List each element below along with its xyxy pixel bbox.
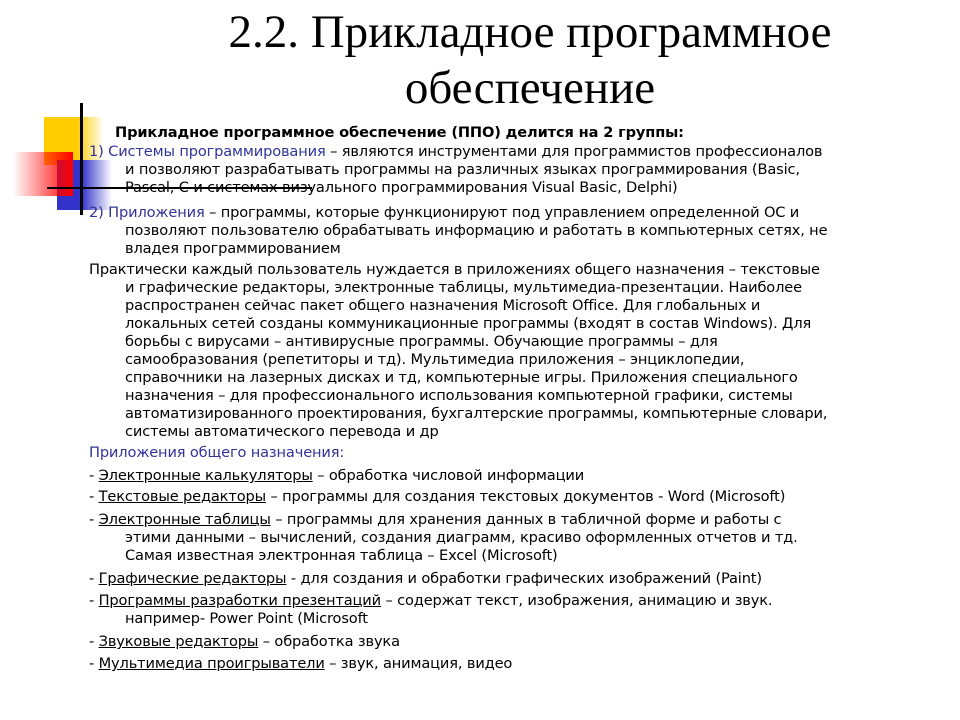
item-term: Программы разработки презентаций <box>98 592 381 609</box>
item-term: Мультимедиа проигрыватели <box>98 655 325 672</box>
item-term: Звуковые редакторы <box>98 633 259 650</box>
list-item: - Графические редакторы - для создания и обработки графических изображений (Paint) <box>89 570 762 587</box>
item-term: Электронные таблицы <box>98 511 271 528</box>
general-heading: Приложения общего назначения: <box>89 444 345 461</box>
item-term: Текстовые редакторы <box>98 488 266 505</box>
item-term: Графические редакторы <box>98 570 287 587</box>
title-line: обеспечение <box>404 62 656 114</box>
list-item: - Мультимедиа проигрыватели – звук, анимация, видео <box>89 655 513 672</box>
group-1-label: 1) Системы программирования <box>89 143 326 160</box>
item-term: Электронные калькуляторы <box>98 467 313 484</box>
practice-paragraph: Практически каждый пользователь нуждается в приложениях общего назначения – текстовые и графические редакторы, электронные таблицы, мультимедиа-презентации. Наиболее распространен сейчас пакет общего назначения Microsoft Office. Для глобальных и локальных сетей созданы коммуникационные программы (входят в состав Windows). Для борьбы с вирусами – антивирусные программы. Обучающие программы – для самообразования (репетиторы и тд). Мультимедиа приложения – энциклопедии, справочники на лазерных дисках и тд, компьютерные игры. Приложения специального назначения – для профессионального использования компьютерной графики, системы автоматизированного проектирования, бухгалтерские программы, компьютерные словари, системы автоматического перевода и др <box>89 261 828 440</box>
group-2-label: 2) Приложения <box>89 204 205 221</box>
vertical-line-decoration <box>80 103 83 215</box>
slide-title <box>140 4 920 116</box>
list-item: - Программы разработки презентаций – содержат текст, изображения, анимацию и звук. например- Power Point (Microsoft <box>89 592 773 627</box>
list-item: - Электронные таблицы – программы для хранения данных в табличной форме и работы с этими данными – вычислений, создания диаграмм, красиво оформленных отчетов и тд. Самая известная электронная таблица – Excel (Microsoft) <box>89 511 798 564</box>
list-item: - Электронные калькуляторы – обработка числовой информации <box>89 467 585 484</box>
title-line: 2.2. Прикладное программное <box>228 6 832 58</box>
group-2: 2) Приложения – программы, которые функционируют под управлением определенной ОС и позволяют пользователю обрабатывать информацию и работать в компьютерных сетях, не владея программированием <box>89 204 828 257</box>
red-square-decoration <box>13 152 73 196</box>
group-1: 1) Системы программирования – являются инструментами для программистов профессионалов и позволяют разрабатывать программы на различных языках программирования (Basic, Pascal, C и системах визуального программирования Visual Basic, Delphi) <box>89 143 823 196</box>
list-item: - Звуковые редакторы – обработка звука <box>89 633 400 650</box>
intro-text: Прикладное программное обеспечение (ППО) делится на 2 группы: <box>115 124 684 141</box>
list-item: - Текстовые редакторы – программы для создания текстовых документов - Word (Microsoft) <box>89 488 786 505</box>
